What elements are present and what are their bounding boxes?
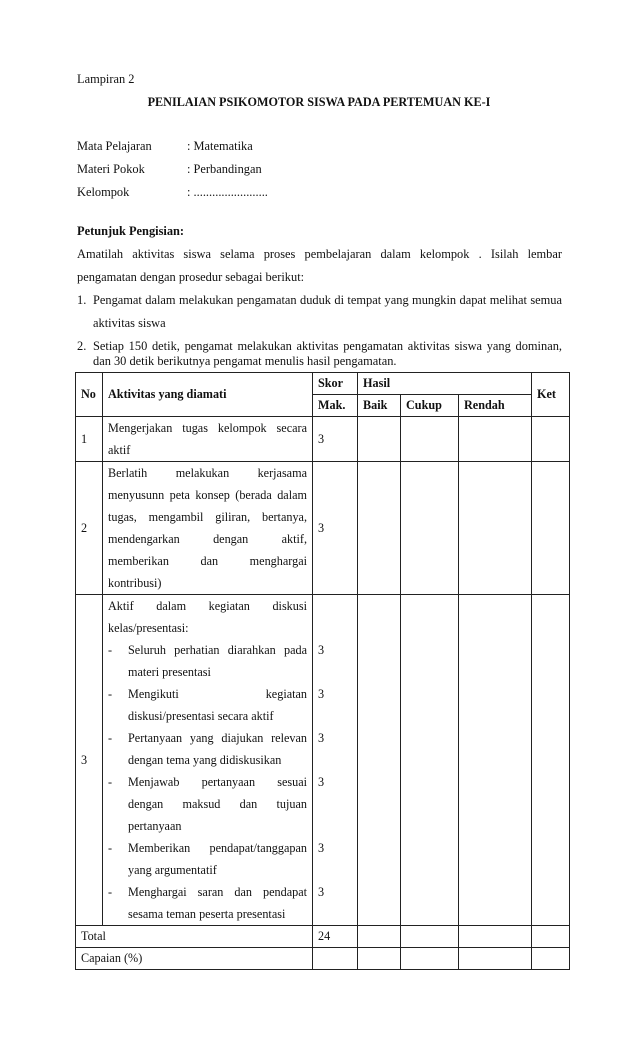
rendah-cell [459, 948, 532, 970]
ket-cell [532, 462, 570, 595]
rendah-cell [459, 595, 532, 926]
header-aktivitas: Aktivitas yang diamati [103, 373, 313, 417]
baik-cell [358, 948, 401, 970]
step-2-line2: dan 30 detik berikutnya pengamat menulis hasil pengamatan. [93, 354, 397, 368]
petunjuk-intro-line1: Amatilah aktivitas siswa selama proses pembelajaran dalam kelompok . Isilah lembar [77, 247, 562, 261]
activity-cell [103, 462, 313, 595]
header-no: No [76, 373, 103, 417]
cukup-cell [401, 417, 459, 462]
lampiran-label: Lampiran 2 [77, 72, 135, 86]
dash-marker: - [108, 885, 113, 899]
header-ket: Ket [532, 373, 570, 417]
step-2-number: 2. [77, 339, 87, 353]
sub-score: 3 [318, 687, 325, 701]
meta-value-mata-pelajaran: : Matematika [187, 139, 253, 153]
sub-score: 3 [318, 885, 325, 899]
activity-line: kelas/presentasi: [108, 621, 189, 635]
header-skor-mak: Mak. [313, 395, 358, 417]
sub-item [108, 771, 307, 837]
sub-item [108, 683, 307, 727]
total-row [76, 926, 570, 948]
row-number: 3 [76, 595, 103, 926]
activity-line: Aktif dalam kegiatan diskusi [108, 599, 307, 613]
header-rendah: Rendah [459, 395, 532, 417]
dash-marker: - [108, 687, 113, 701]
dash-marker: - [108, 841, 113, 855]
sub-item-line: Memberikan pendapat/tanggapan [128, 841, 307, 855]
baik-cell [358, 926, 401, 948]
sub-item [108, 837, 307, 881]
sub-score: 3 [318, 775, 325, 789]
meta-label-kelompok: Kelompok [77, 185, 130, 199]
activity-line: Berlatih melakukan kerjasama [108, 466, 307, 480]
baik-cell [358, 462, 401, 595]
activity-cell [103, 417, 313, 462]
baik-cell [358, 595, 401, 926]
header-cukup: Cukup [401, 395, 459, 417]
step-2-line1: Setiap 150 detik, pengamat melakukan aktivitas pengamatan aktivitas siswa yang dominan, [93, 339, 562, 353]
meta-label-materi-pokok: Materi Pokok [77, 162, 145, 176]
table-row [76, 595, 570, 926]
sub-item [108, 881, 307, 925]
header-baik: Baik [358, 395, 401, 417]
score-cell: 3 [313, 417, 358, 462]
sub-item-line: Menghargai saran dan pendapat [128, 885, 307, 899]
step-1-line1: Pengamat dalam melakukan pengamatan duduk di tempat yang mungkin dapat melihat semua [93, 293, 562, 307]
activity-line: menyusunn peta konsep (berada dalam [108, 488, 307, 502]
table-header-row [76, 373, 570, 395]
activity-line: aktif [108, 443, 131, 457]
sub-item-line: sesama teman peserta presentasi [128, 907, 286, 921]
ket-cell [532, 948, 570, 970]
rendah-cell [459, 417, 532, 462]
meta-value-kelompok: : ........................ [187, 185, 268, 199]
header-hasil: Hasil [358, 373, 532, 395]
activity-line: tugas, mengambil giliran, bertanya, [108, 510, 307, 524]
table-row [76, 417, 570, 462]
step-1-number: 1. [77, 293, 87, 307]
sub-score: 3 [318, 643, 325, 657]
rendah-cell [459, 462, 532, 595]
sub-item-line: Pertanyaan yang diajukan relevan [128, 731, 307, 745]
petunjuk-title: Petunjuk Pengisian: [77, 224, 185, 238]
sub-item-line: yang argumentatif [128, 863, 217, 877]
sub-item [108, 727, 307, 771]
baik-cell [358, 417, 401, 462]
activity-line: memberikan dan menghargai [108, 554, 307, 568]
sub-item-line: Seluruh perhatian diarahkan pada [128, 643, 307, 657]
capaian-label: Capaian (%) [76, 948, 313, 970]
activity-line: Mengerjakan tugas kelompok secara [108, 421, 307, 435]
meta-label-mata-pelajaran: Mata Pelajaran [77, 139, 152, 153]
cukup-cell [401, 595, 459, 926]
cukup-cell [401, 948, 459, 970]
sub-item-line: Menjawab pertanyaan sesuai [128, 775, 307, 789]
row-number: 1 [76, 417, 103, 462]
activity-line: kontribusi) [108, 576, 162, 590]
sub-item [108, 639, 307, 683]
score-cell [313, 595, 358, 926]
total-label: Total [76, 926, 313, 948]
dash-marker: - [108, 643, 113, 657]
row-number: 2 [76, 462, 103, 595]
assessment-table [75, 372, 570, 970]
activity-cell [103, 595, 313, 926]
ket-cell [532, 595, 570, 926]
sub-score: 3 [318, 841, 325, 855]
sub-item-line: dengan tema yang didiskusikan [128, 753, 282, 767]
sub-score: 3 [318, 731, 325, 745]
total-value: 24 [313, 926, 358, 948]
score-cell [313, 948, 358, 970]
step-1-line2: aktivitas siswa [93, 316, 166, 330]
cukup-cell [401, 462, 459, 595]
petunjuk-intro-line2: pengamatan dengan prosedur sebagai berikut: [77, 270, 305, 284]
sub-item-line: dengan maksud dan tujuan [128, 797, 307, 811]
activity-line: mendengarkan dengan aktif, [108, 532, 307, 546]
ket-cell [532, 417, 570, 462]
sub-item-line: pertanyaan [128, 819, 182, 833]
header-skor: Skor [313, 373, 358, 395]
sub-item-line: materi presentasi [128, 665, 211, 679]
sub-item-line: diskusi/presentasi secara aktif [128, 709, 274, 723]
ket-cell [532, 926, 570, 948]
rendah-cell [459, 926, 532, 948]
document-title: PENILAIAN PSIKOMOTOR SISWA PADA PERTEMUAN KE-I [147, 95, 491, 109]
meta-value-materi-pokok: : Perbandingan [187, 162, 262, 176]
dash-marker: - [108, 731, 113, 745]
capaian-row [76, 948, 570, 970]
cukup-cell [401, 926, 459, 948]
dash-marker: - [108, 775, 113, 789]
score-cell: 3 [313, 462, 358, 595]
sub-item-line: Mengikuti kegiatan [128, 687, 307, 701]
table-row [76, 462, 570, 595]
